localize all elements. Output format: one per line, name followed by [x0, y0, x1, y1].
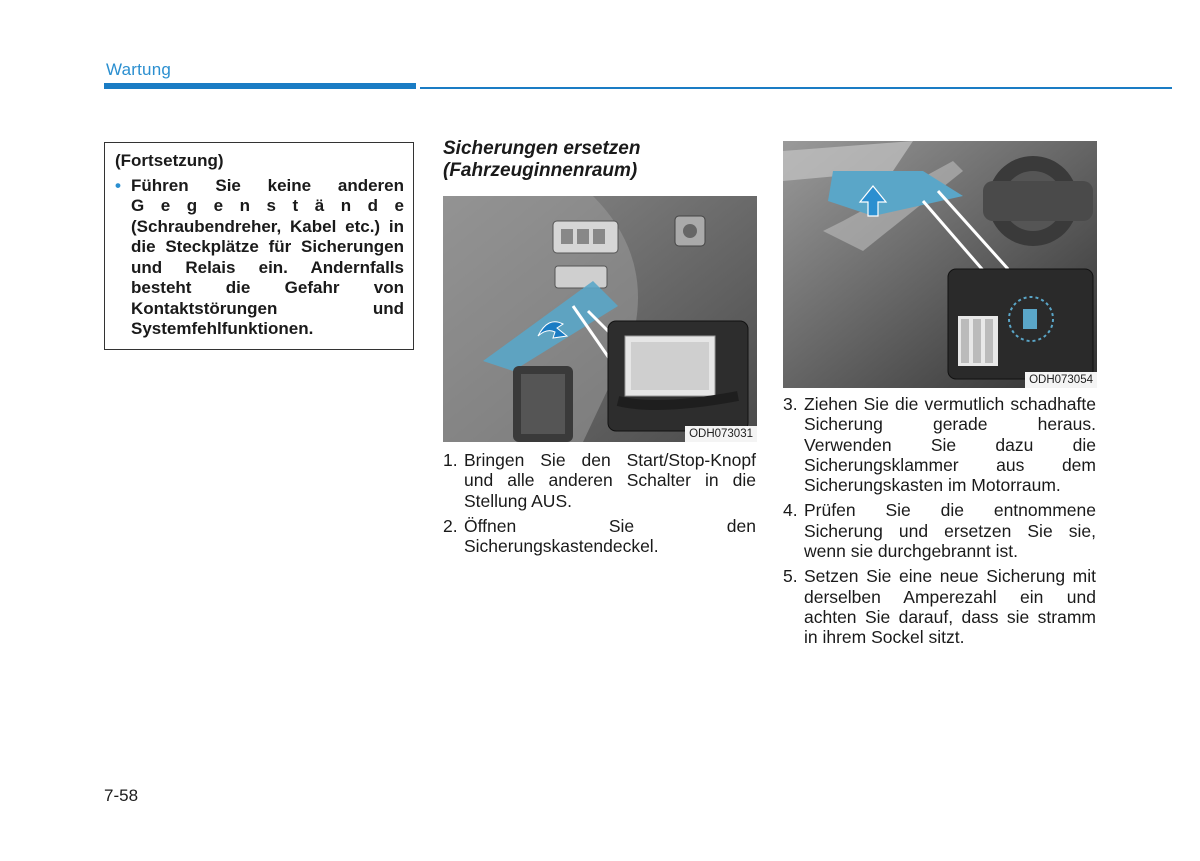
step-item	[443, 450, 756, 511]
note-letter: ä	[314, 196, 325, 215]
step-text: Ziehen Sie die vermutlich schadhafte Sicherung gerade heraus. Verwenden Sie dazu die Sicherungsklammer aus dem Sicherungskasten im Motorraum.	[804, 394, 1096, 496]
step-item	[783, 394, 1096, 495]
header-title: Wartung	[106, 60, 172, 79]
note-letter: d	[367, 196, 378, 215]
step-item	[783, 500, 1096, 561]
figure-code: ODH073054	[1025, 372, 1097, 388]
step-text: Öffnen Sie den Sicherungskastendeckel.	[464, 515, 756, 557]
note-letter: e	[394, 196, 404, 215]
steps-right	[783, 394, 1096, 653]
step-number: 2.	[443, 515, 458, 536]
page-number: 7-58	[104, 786, 139, 805]
note-item	[115, 176, 404, 340]
step-number: 3.	[783, 394, 798, 414]
note-letter: n	[239, 196, 251, 215]
note-letter: e	[213, 196, 224, 215]
steps-left	[443, 450, 756, 561]
step-item	[443, 516, 756, 557]
step-text: Setzen Sie eine neue Sicherung mit derselben Amperezahl ein und achten Sie darauf, dass sie stramm in ihrem Sockel sitzt.	[804, 566, 1096, 648]
note-box	[104, 142, 414, 350]
step-item	[783, 566, 1096, 647]
note-line-2	[131, 196, 404, 217]
step-text: Bringen Sie den Start/Stop-Knopf und alle anderen Schalter in die Stellung AUS.	[464, 450, 756, 511]
engine-fuse-photo	[783, 141, 1097, 388]
interior-illustration	[443, 196, 757, 442]
header-rule-thin	[420, 87, 1172, 89]
note-letter: s	[266, 196, 276, 215]
bullet-icon: •	[115, 175, 121, 195]
step-number: 1.	[443, 450, 458, 470]
header-rule-thick	[104, 83, 416, 89]
note-line-1: Führen Sie keine anderen	[131, 175, 404, 195]
note-heading: (Fortsetzung)	[115, 151, 224, 170]
section-title: Sicherungen ersetzen (Fahrzeuginnenraum)	[443, 138, 641, 181]
note-letter: g	[186, 196, 198, 215]
note-letter: t	[292, 196, 299, 215]
interior-fuse-photo	[443, 196, 757, 442]
step-number: 5.	[783, 566, 798, 587]
note-letter: G	[131, 196, 145, 215]
figure-code: ODH073031	[685, 426, 757, 442]
step-number: 4.	[783, 500, 798, 521]
note-letter: n	[340, 196, 352, 215]
note-line-rest: (Schraubendreher, Kabel etc.) in die Steckplätze für Sicherungen und Relais ein. Andernfalls besteht die Gefahr von Kontaktstörungen und Systemfehlfunktionen.	[131, 216, 404, 338]
engine-illustration	[783, 141, 1097, 388]
step-text: Prüfen Sie die entnommene Sicherung und ersetzen Sie sie, wenn sie durchgebrannt ist.	[804, 500, 1096, 562]
note-letter: e	[160, 196, 171, 215]
